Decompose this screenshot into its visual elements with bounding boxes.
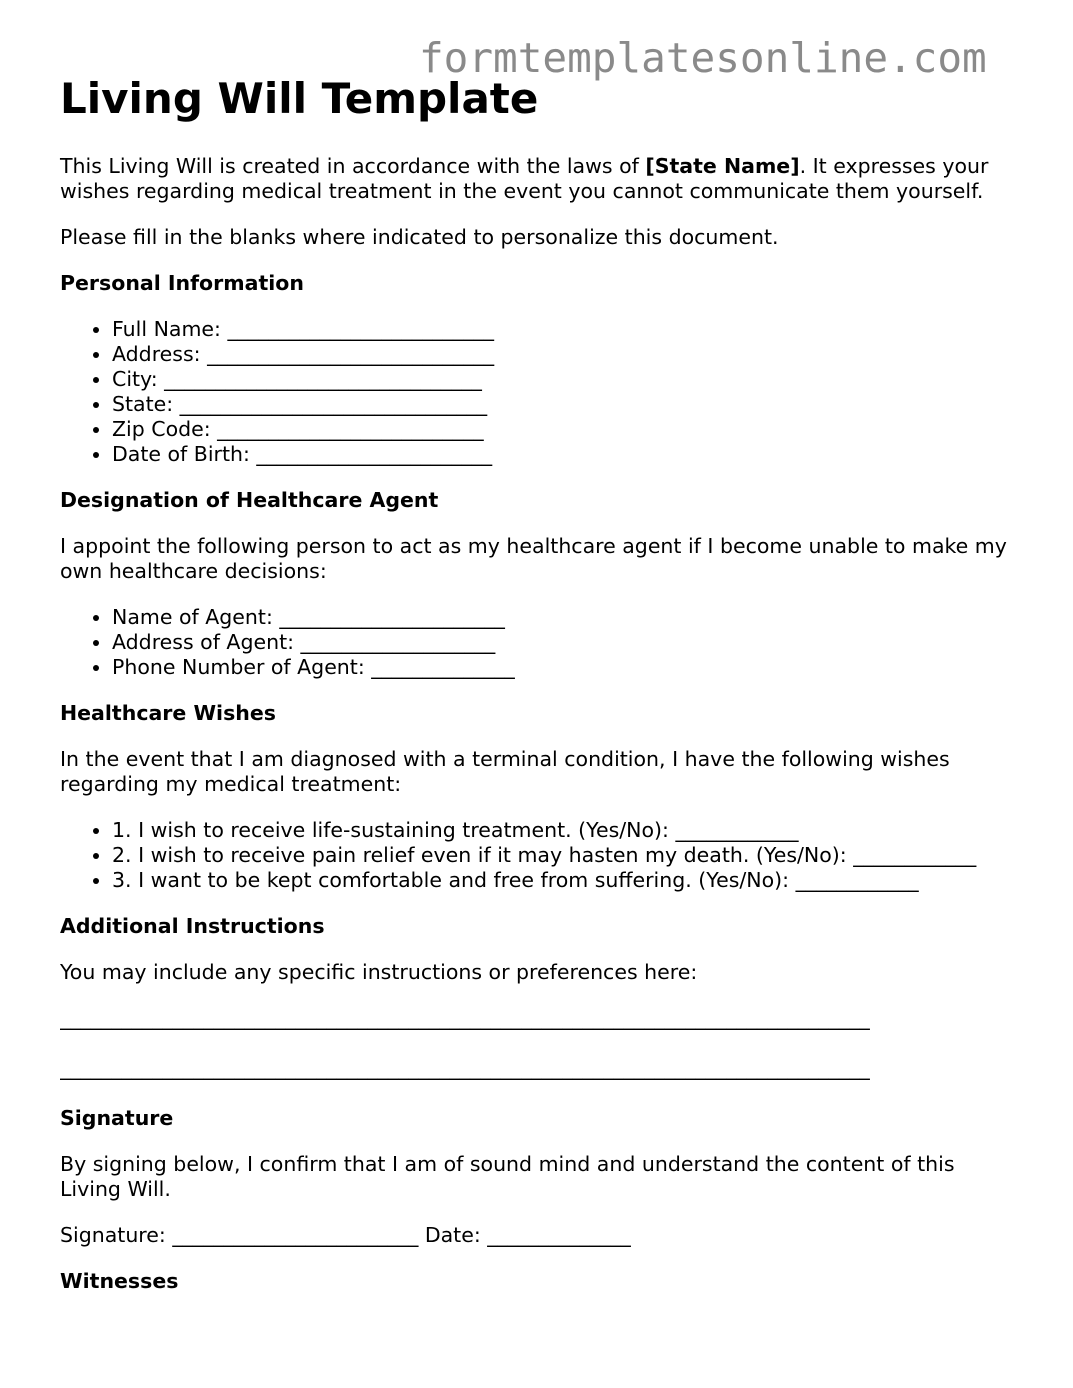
agent-paragraph: I appoint the following person to act as my healthcare agent if I become unable to make my own healthcare decisions: <box>60 534 1007 583</box>
date-of-birth-field: • Date of Birth: _______________________ <box>112 442 1020 467</box>
watermark: formtemplatesonline.com <box>419 34 987 82</box>
intro-text-before: This Living Will is created in accordance with the laws of <box>60 154 646 178</box>
wishes-paragraph: In the event that I am diagnosed with a terminal condition, I have the following wishes regarding my medical treatment: <box>60 747 950 796</box>
wishes-list <box>60 818 1020 893</box>
intro-paragraph <box>60 154 1020 204</box>
address-field: • Address: ____________________________ <box>112 342 1020 367</box>
personal-info-heading: Personal Information <box>60 271 304 295</box>
agent-phone-field: • Phone Number of Agent: ______________ <box>112 655 1020 680</box>
instructions-line-2: _______________________________________________________________________________ <box>60 1056 870 1080</box>
personal-info-list <box>60 317 1020 467</box>
wishes-heading: Healthcare Wishes <box>60 701 276 725</box>
wish-pain-relief: • 2. I wish to receive pain relief even if it may hasten my death. (Yes/No): ____________ <box>112 843 1020 868</box>
zip-code-field: • Zip Code: __________________________ <box>112 417 1020 442</box>
agent-name-field: • Name of Agent: ______________________ <box>112 605 1020 630</box>
signature-heading: Signature <box>60 1106 174 1130</box>
signature-paragraph: By signing below, I confirm that I am of sound mind and understand the content of this Living Will. <box>60 1152 955 1201</box>
signature-date-line: Signature: ________________________ Date: ______________ <box>60 1223 631 1247</box>
instructions-line-1: _______________________________________________________________________________ <box>60 1006 870 1030</box>
page-title: Living Will Template <box>60 74 539 123</box>
wish-comfort: • 3. I want to be kept comfortable and free from suffering. (Yes/No): ____________ <box>112 868 1020 893</box>
agent-address-field: • Address of Agent: ___________________ <box>112 630 1020 655</box>
additional-heading: Additional Instructions <box>60 914 325 938</box>
agent-heading: Designation of Healthcare Agent <box>60 488 439 512</box>
wish-life-sustaining: • 1. I wish to receive life-sustaining treatment. (Yes/No): ____________ <box>112 818 1020 843</box>
document-body <box>60 154 1020 1315</box>
full-name-field: • Full Name: __________________________ <box>112 317 1020 342</box>
agent-list <box>60 605 1020 680</box>
state-name-placeholder: [State Name] <box>645 154 800 178</box>
instruction-paragraph: Please fill in the blanks where indicated to personalize this document. <box>60 225 779 249</box>
intro-text-after: . It expresses your wishes regarding medical treatment in the event you cannot communicate them yourself. <box>60 154 989 203</box>
state-field: • State: ______________________________ <box>112 392 1020 417</box>
city-field: • City: _______________________________ <box>112 367 1020 392</box>
witnesses-heading: Witnesses <box>60 1269 179 1293</box>
additional-paragraph: You may include any specific instructions or preferences here: <box>60 960 698 984</box>
